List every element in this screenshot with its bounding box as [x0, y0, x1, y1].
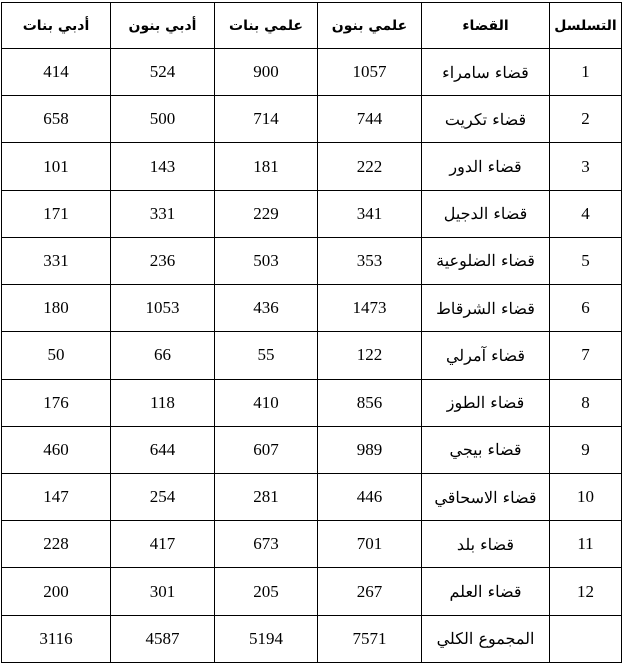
- cell-science-girls: 55: [215, 332, 318, 379]
- cell-science-boys: 267: [318, 568, 422, 615]
- cell-sequence: 8: [550, 379, 622, 426]
- cell-literary-boys: 500: [111, 96, 215, 143]
- cell-district: قضاء الطوز: [422, 379, 550, 426]
- cell-literary-boys: 118: [111, 379, 215, 426]
- total-row: [2, 615, 622, 662]
- cell-sequence: 1: [550, 49, 622, 96]
- header-district: القضاء: [422, 3, 550, 49]
- cell-literary-boys: 236: [111, 237, 215, 284]
- table-row: [2, 190, 622, 237]
- header-literary-girls: أدبي بنات: [2, 3, 111, 49]
- cell-science-boys: 1473: [318, 285, 422, 332]
- cell-science-boys: 222: [318, 143, 422, 190]
- cell-literary-boys: 644: [111, 426, 215, 473]
- table-row: [2, 426, 622, 473]
- header-science-girls: علمي بنات: [215, 3, 318, 49]
- cell-literary-boys: 66: [111, 332, 215, 379]
- cell-literary-boys: 524: [111, 49, 215, 96]
- table-row: [2, 285, 622, 332]
- cell-sequence: 4: [550, 190, 622, 237]
- cell-literary-girls: 228: [2, 521, 111, 568]
- table-row: [2, 143, 622, 190]
- cell-science-girls: 714: [215, 96, 318, 143]
- table-row: [2, 49, 622, 96]
- cell-literary-girls: 200: [2, 568, 111, 615]
- cell-district: قضاء الضلوعية: [422, 237, 550, 284]
- cell-science-girls: 900: [215, 49, 318, 96]
- statistics-table: [1, 2, 622, 663]
- cell-science-girls: 607: [215, 426, 318, 473]
- cell-science-boys: 701: [318, 521, 422, 568]
- cell-sequence: 2: [550, 96, 622, 143]
- cell-district: قضاء الدور: [422, 143, 550, 190]
- cell-science-girls: 281: [215, 473, 318, 520]
- cell-sequence: 12: [550, 568, 622, 615]
- header-literary-boys: أدبي بنون: [111, 3, 215, 49]
- table-row: [2, 568, 622, 615]
- cell-literary-girls: 414: [2, 49, 111, 96]
- total-science-girls: 5194: [215, 615, 318, 662]
- cell-sequence: 6: [550, 285, 622, 332]
- header-sequence: التسلسل: [550, 3, 622, 49]
- cell-district: قضاء تكريت: [422, 96, 550, 143]
- table-row: [2, 379, 622, 426]
- cell-literary-girls: 171: [2, 190, 111, 237]
- cell-sequence-empty: [550, 615, 622, 662]
- table-row: [2, 521, 622, 568]
- header-row: [2, 3, 622, 49]
- cell-sequence: 10: [550, 473, 622, 520]
- cell-science-boys: 856: [318, 379, 422, 426]
- cell-literary-girls: 176: [2, 379, 111, 426]
- cell-literary-boys: 1053: [111, 285, 215, 332]
- cell-district: قضاء الدجيل: [422, 190, 550, 237]
- cell-science-girls: 205: [215, 568, 318, 615]
- total-literary-boys: 4587: [111, 615, 215, 662]
- cell-district: قضاء سامراء: [422, 49, 550, 96]
- cell-literary-boys: 417: [111, 521, 215, 568]
- cell-science-boys: 122: [318, 332, 422, 379]
- cell-district: قضاء الاسحاقي: [422, 473, 550, 520]
- cell-sequence: 3: [550, 143, 622, 190]
- table-row: [2, 96, 622, 143]
- total-literary-girls: 3116: [2, 615, 111, 662]
- cell-literary-girls: 460: [2, 426, 111, 473]
- cell-science-boys: 446: [318, 473, 422, 520]
- cell-science-girls: 229: [215, 190, 318, 237]
- cell-literary-boys: 301: [111, 568, 215, 615]
- cell-sequence: 7: [550, 332, 622, 379]
- cell-science-girls: 436: [215, 285, 318, 332]
- cell-district: قضاء بيجي: [422, 426, 550, 473]
- cell-district: قضاء بلد: [422, 521, 550, 568]
- header-science-boys: علمي بنون: [318, 3, 422, 49]
- cell-literary-girls: 331: [2, 237, 111, 284]
- cell-literary-girls: 50: [2, 332, 111, 379]
- cell-literary-boys: 331: [111, 190, 215, 237]
- cell-science-boys: 989: [318, 426, 422, 473]
- total-label: المجموع الكلي: [422, 615, 550, 662]
- cell-sequence: 5: [550, 237, 622, 284]
- cell-district: قضاء الشرقاط: [422, 285, 550, 332]
- cell-literary-boys: 254: [111, 473, 215, 520]
- cell-science-boys: 341: [318, 190, 422, 237]
- cell-literary-girls: 180: [2, 285, 111, 332]
- cell-district: قضاء آمرلي: [422, 332, 550, 379]
- cell-science-girls: 673: [215, 521, 318, 568]
- cell-district: قضاء العلم: [422, 568, 550, 615]
- cell-literary-girls: 658: [2, 96, 111, 143]
- table-row: [2, 332, 622, 379]
- cell-science-boys: 744: [318, 96, 422, 143]
- cell-literary-girls: 101: [2, 143, 111, 190]
- cell-science-boys: 353: [318, 237, 422, 284]
- cell-science-girls: 181: [215, 143, 318, 190]
- table-row: [2, 237, 622, 284]
- cell-sequence: 11: [550, 521, 622, 568]
- cell-science-boys: 1057: [318, 49, 422, 96]
- cell-literary-girls: 147: [2, 473, 111, 520]
- cell-science-girls: 503: [215, 237, 318, 284]
- cell-sequence: 9: [550, 426, 622, 473]
- cell-science-girls: 410: [215, 379, 318, 426]
- total-science-boys: 7571: [318, 615, 422, 662]
- cell-literary-boys: 143: [111, 143, 215, 190]
- table-row: [2, 473, 622, 520]
